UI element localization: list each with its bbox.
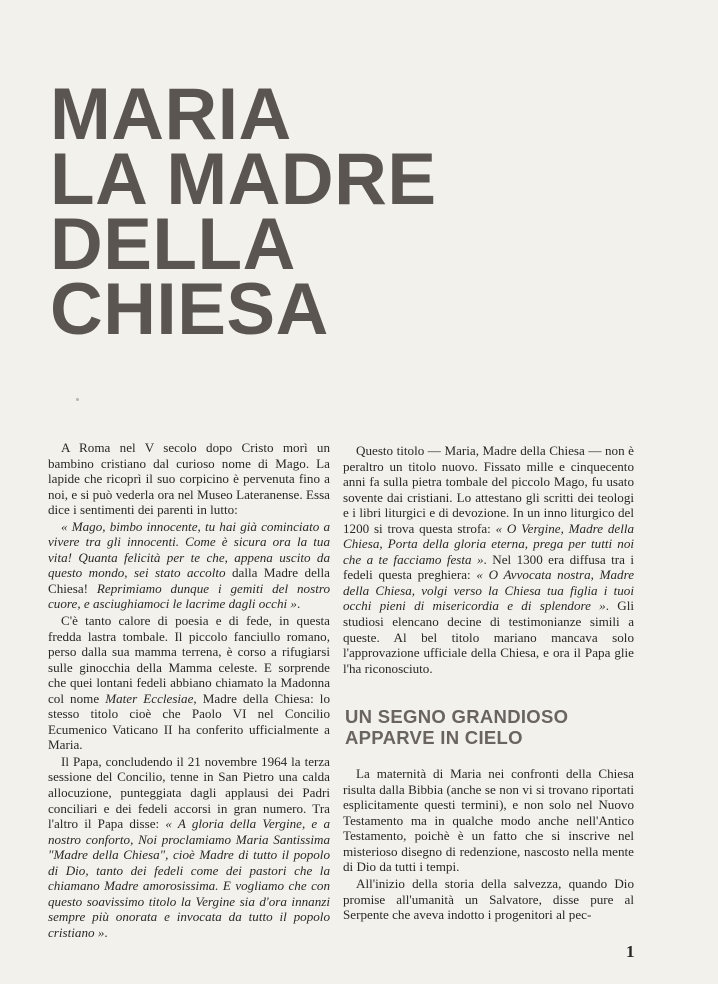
paragraph xyxy=(48,754,330,941)
paragraph xyxy=(343,443,634,676)
text-run: . xyxy=(104,924,108,940)
text-run: , Madre della Chiesa: lo stesso titolo cioè che Paolo VI nel Concilio Ecumenico Vaticano II ha conferito ufficialmente a Maria. xyxy=(48,690,330,753)
italic-text-run: « Mago, bimbo innocente, tu hai già cominciato a vivere tra gli innocenti. Come è sicura ora la tua vita! Quanta felicità per te che, appena uscito da questo mondo, sei stato accolto xyxy=(48,518,330,581)
text-run: Il Papa, concludendo il 21 novembre 1964 la terza sessione del Concilio, tenne in San Pietro una calda allocuzione, punteggiata dagli applausi dei Padri conciliari e dei fedeli accorsi in gran numero. Tra l'altro il Papa disse: xyxy=(48,753,330,832)
italic-text-run: « A gloria della Vergine, e a nostro conforto, Noi proclamiamo Maria Santissima "Madre della Chiesa", cioè Madre di tutto il popolo di Dio, tanto dei fedeli come dei pastori che la chiamano Madre amorosissima. E vogliamo che con questo soavissimo titolo la Vergine sia d'ora innanzi sempre più onorata e invocata da tutto il popolo cristiano » xyxy=(48,816,330,940)
title-line: DELLA xyxy=(50,204,296,285)
italic-text-run: « O Vergine, Madre della Chiesa, Porta della gloria eterna, prega per tutti noi che a te facciamo festa » xyxy=(343,520,635,567)
article-title xyxy=(50,74,437,350)
section-subheading xyxy=(345,706,634,748)
text-run: C'è tanto calore di poesia e di fede, in questa fredda lastra tombale. Il piccolo fanciullo romano, perso dalla sua mamma terrena, è corso a rifugiarsi sulle ginocchia della Mamma celeste. E sorprende che quei lontani fedeli abbiano chiamato la Madonna col nome xyxy=(48,613,330,706)
paragraph xyxy=(48,440,330,518)
italic-text-run: « O Avvocata nostra, Madre della Chiesa, volgi verso la Chiesa tua figlia i tuoi occhi pieni di misericordia e di splendore » xyxy=(343,567,635,614)
right-text-column xyxy=(343,443,634,923)
paragraph xyxy=(48,519,330,612)
paragraph xyxy=(343,876,634,923)
italic-text-run: Mater Ecclesiae xyxy=(105,690,194,706)
title-line: LA MADRE xyxy=(50,139,437,220)
text-run: . Nel 1300 era diffusa tra i fedeli questa preghiera: xyxy=(343,551,634,583)
left-text-column xyxy=(48,440,330,941)
text-run: La maternità di Maria nei confronti della Chiesa risulta dalla Bibbia (anche se non vi si trovano riportati esplicitamente questi termini), e non solo nel Nuovo Testamento ma in qualche modo anche nell'Antico Testamento, poichè è un fatto che si inscrive nel misterioso disegno di redenzione, nascosto nella mente di Dio da tutti i tempi. xyxy=(343,766,634,875)
print-speck xyxy=(76,398,79,401)
text-run: A Roma nel V secolo dopo Cristo morì un bambino cristiano dal curioso nome di Mago. La lapide che ricoprì il suo corpicino è pervenuta fino a noi, e si può vederla ora nel Museo Lateranense. Essa dice i sentimenti dei parenti in lutto: xyxy=(48,440,330,518)
paragraph xyxy=(48,613,330,753)
text-run: . Gli studiosi elencano decine di testimonianze simili a queste. Al bel titolo mariano mancava solo l'approvazione ufficiale della Chiesa, e ora il Papa glie l'ha riconosciuto. xyxy=(343,598,635,676)
title-line: MARIA xyxy=(50,74,292,155)
text-run: dalla Madre della Chiesa! xyxy=(48,565,330,596)
subheading-line: APPARVE IN CIELO xyxy=(345,727,523,749)
page-number: 1 xyxy=(626,942,635,961)
subheading-line: UN SEGNO GRANDIOSO xyxy=(345,706,569,728)
title-line: CHIESA xyxy=(50,269,329,350)
text-run: . xyxy=(296,596,301,612)
text-run: Questo titolo — Maria, Madre della Chiesa — non è peraltro un titolo nuovo. Fissato mille e cinquecento anni fa sulla pietra tombale del piccolo Mago, fu usato sovente dai cristiani. Lo attestano gli scritti dei teologi e i libri liturgici e di devozione. In un inno liturgico del 1200 si trova questa strofa: xyxy=(343,443,634,536)
text-run: All'inizio della storia della salvezza, quando Dio promise all'umanità un Salvatore, disse pure al Serpente che aveva indotto i progenitori al pec- xyxy=(343,876,634,923)
italic-text-run: Reprimiamo dunque i gemiti del nostro cuore, e asciughiamoci le lacrime dagli occhi » xyxy=(48,580,330,612)
paragraph xyxy=(343,766,634,875)
